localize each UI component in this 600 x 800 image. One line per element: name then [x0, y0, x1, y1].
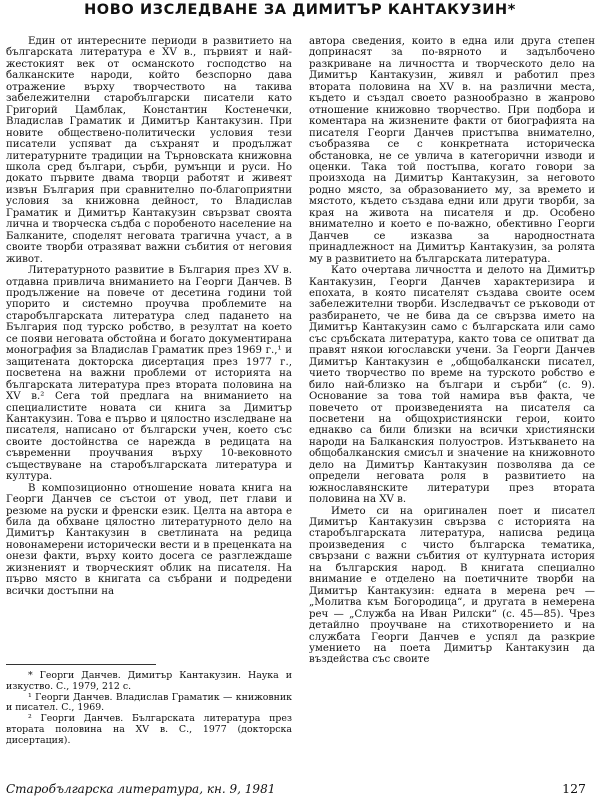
right-paragraph-1: автора сведения, които в една или друга степен допринасят за по-вярното и задълбочено разкриване на личността и творческото дело на Димитър Кантакузин, живял и работил през втората половина на XV в. на различни места, където и създал своето разнообразно в жанрово отношение книжовно творчество. При подбора и коментара на жизнените факти от биографията на писателя Георги Данчев пристъпва внимателно, съобразява се с конкретната историческа обстановка, не се увлича в категорични изводи и оценки. Така той постъпва, когато говори за произхода на Димитър Кантакузин, за неговото родно място, за образованието му, за времето и мястото, където създава едни или други творби, за края на живота на писателя и др. Особено внимателно и което е по-важно, обективно Георги Данчев се изказва за народностната принадлежност на Димитър Кантакузин, за ролята му в развитието на българската литература. — [309, 36, 595, 265]
footnote-1: ¹ Георги Данчев. Владислав Граматик — книжовник и писател. С., 1969. — [6, 691, 292, 714]
left-column — [6, 36, 292, 597]
footnote-star: * Георги Данчев. Димитър Кантакузин. Наука и изкуство. С., 1979, 212 с. — [6, 670, 292, 692]
right-column — [309, 36, 595, 666]
footnotes — [6, 664, 292, 747]
left-paragraph-2: Литературното развитие в България през XV в. отдавна привлича вниманието на Георги Данчев. В продължение на повече от десетина години той упорито и системно проучва проблемите на старобългарската литература след падането на България под турско робство, в резултат на което се появи неговата обстойна и богато документирана монография за Владислав Граматик през 1969 г.,¹ и защитената докторска дисертация през 1977 г., посветена на важни проблеми от историята на българската литература през втората половина на XV в.² Сега той предлага на вниманието на специалистите новата си книга за Димитър Кантакузин. Това е първо и цялостно изследване на писателя, написано от български учен, което със своите достойнства се нарежда в редицата на съвременни проучвания върху 10-вековното съществуване на старобългарската литература и култура. — [6, 265, 292, 483]
journal-citation: Старобългарска литература, кн. 9, 1981 — [6, 782, 276, 796]
right-paragraph-3: Името си на оригинален поет и писател Димитър Кантакузин свързва с историята на старобългарската литература, написва редица произведения с чисто българска тематика, свързани с важни събития от културната история на българския народ. В книгата специално внимание е отделено на поетичните творби на Димитър Кантакузин: едната в мерена реч — „Молитва към Богородица“, и другата в немерена реч — „Служба на Иван Рилски“ (с. 45—85). Чрез детайлно проучване на стихотворението и на службата Георги Данчев е успял да разкрие умението на поета Димитър Кантакузин да въздейства със своите — [309, 505, 595, 666]
page-footer — [6, 781, 586, 796]
right-paragraph-2: Като очертава личността и делото на Димитър Кантакузин, Георги Данчев характеризира и епохата, в която писателят създава своите осем забележителни творби. Изследвачът се ръководи от разбирането, че не бива да се свързва името на Димитър Кантакузин само с българската или само със сръбската литература, както това се опитват да правят някои югославски учени. За Георги Данчев Димитър Кантакузин е „общобалкански писател, чието творчество по време на турското робство е било най-близко на българи и сърби“ (с. 9). Основание за това той намира във факта, че повечето от произведенията на писателя са посветени на общохристиянски герои, които еднакво са били близки на всички християнски народи на Балканския полуостров. Изтъкването на общобалканския смисъл и значение на книжовното дело на Димитър Кантакузин позволява да се определи неговата роля в развитието на южнославянските литератури през втората половина на XV в. — [309, 265, 595, 506]
left-paragraph-3: В композиционно отношение новата книга на Георги Данчев се състои от увод, пет глави и резюме на руски и френски език. Целта на автора е била да обхване цялостно литературното дело на Димитър Кантакузин в светлината на редица новонамерени исторически вести и в преценката на онези факти, върху които досега се разглеждаше жизненият и творческият облик на писателя. На първо място в книгата са събрани и подредени всички достъпни на — [6, 482, 292, 597]
left-paragraph-1: Един от интересните периоди в развитието на българската литература е XV в., първият и най-жестокият век от османското господство на балканските народи, който безспорно дава отражение върху творчеството на такива забележителни старобългарски писатели като Григорий Цамблак, Константин Костенечки, Владислав Граматик и Димитър Кантакузин. При новите обществено-политически условия тези писатели успяват да съхранят и продължат литературните традиции на Търновската книжовна школа сред българи, сърби, румънци и руси. Но докато първите двама творци работят и живеят извън България при сравнително по-благоприятни условия за книжовна дейност, то Владислав Граматик и Димитър Кантакузин свързват своята лична и творческа съдба с поробеното население на Балканите, споделят неговата трагична участ, а в своите творби отразяват важни събития от неговия живот. — [6, 36, 292, 265]
page-number: 127 — [562, 781, 586, 796]
article-title: НОВО ИЗСЛЕДВАНЕ ЗА ДИМИТЪР КАНТАКУЗИН* — [84, 2, 516, 18]
footnote-2: ² Георги Данчев. Българската литература през втората половина на XV в. С., 1977 (докторска дисертация). — [6, 713, 292, 746]
footnote-divider — [6, 664, 156, 665]
